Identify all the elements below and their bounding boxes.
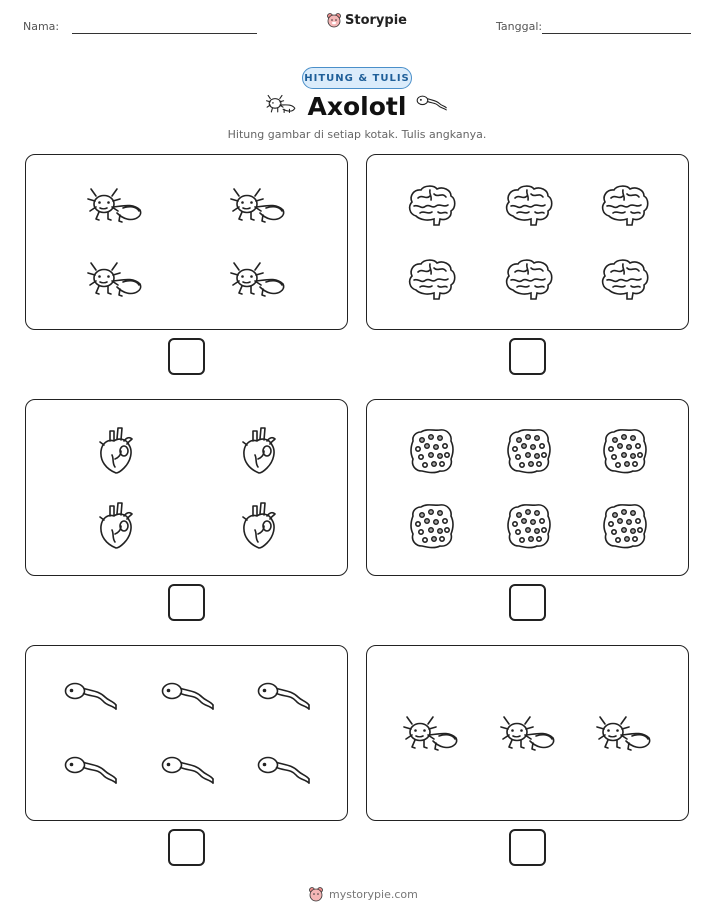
bear-mascot-icon — [308, 886, 324, 902]
tadpole-icon — [416, 94, 448, 112]
answer-box[interactable] — [509, 584, 546, 621]
egg-cluster-icon — [600, 501, 650, 551]
footer-url: mystorypie.com — [329, 887, 418, 901]
count-panel — [25, 154, 348, 330]
count-panel — [366, 645, 689, 821]
brand-name: Storypie — [345, 12, 407, 28]
footer — [308, 886, 418, 902]
heart-icon — [96, 500, 136, 552]
answer-box[interactable] — [168, 584, 205, 621]
answer-box[interactable] — [509, 829, 546, 866]
date-field[interactable] — [542, 33, 691, 34]
axolotl-icon — [596, 714, 654, 754]
axolotl-icon — [230, 186, 288, 226]
name-field[interactable] — [72, 33, 257, 34]
heart-icon — [96, 425, 136, 477]
egg-cluster-icon — [504, 426, 554, 476]
tadpole-icon — [257, 754, 311, 788]
axolotl-icon — [230, 260, 288, 300]
egg-cluster-icon — [407, 501, 457, 551]
brain-icon — [406, 184, 458, 228]
axolotl-icon — [500, 714, 558, 754]
activity-badge: HITUNG & TULIS — [302, 67, 412, 89]
answer-box[interactable] — [168, 338, 205, 375]
tadpole-icon — [257, 680, 311, 714]
count-panel — [25, 645, 348, 821]
count-panel — [366, 399, 689, 576]
tadpole-icon — [64, 754, 118, 788]
tadpole-icon — [161, 754, 215, 788]
brain-icon — [503, 184, 555, 228]
brand-logo — [326, 12, 407, 28]
bear-mascot-icon — [326, 12, 342, 28]
name-label: Nama: — [23, 20, 60, 33]
answer-box[interactable] — [168, 829, 205, 866]
tadpole-icon — [161, 680, 215, 714]
date-label: Tanggal: — [496, 20, 543, 33]
heart-icon — [239, 425, 279, 477]
instructions: Hitung gambar di setiap kotak. Tulis angkanya. — [227, 128, 487, 141]
count-panel — [366, 154, 689, 330]
egg-cluster-icon — [407, 426, 457, 476]
page-title: Axolotl — [307, 92, 407, 121]
tadpole-icon — [64, 680, 118, 714]
heart-icon — [239, 500, 279, 552]
egg-cluster-icon — [504, 501, 554, 551]
answer-box[interactable] — [509, 338, 546, 375]
axolotl-icon — [87, 260, 145, 300]
count-panel — [25, 399, 348, 576]
brain-icon — [599, 184, 651, 228]
brain-icon — [503, 258, 555, 302]
brain-icon — [599, 258, 651, 302]
axolotl-icon — [403, 714, 461, 754]
axolotl-icon — [87, 186, 145, 226]
brain-icon — [406, 258, 458, 302]
egg-cluster-icon — [600, 426, 650, 476]
